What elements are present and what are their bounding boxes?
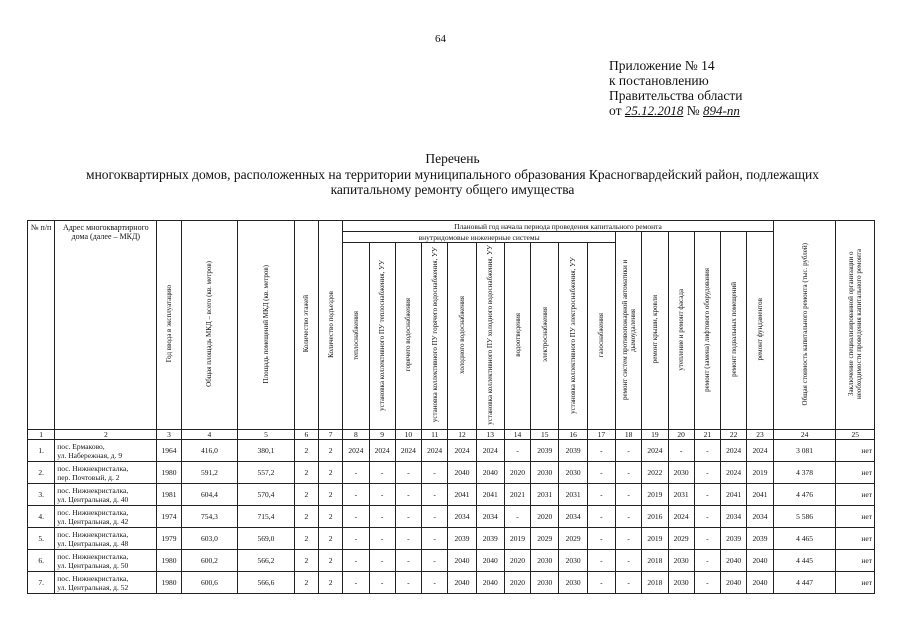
table-cell: 2 — [319, 550, 343, 572]
table-cell: 1980 — [157, 550, 181, 572]
table-cell: 2016 — [642, 506, 668, 528]
table-cell: - — [615, 528, 641, 550]
table-cell: 566,2 — [238, 550, 295, 572]
table-cell: 2024 — [448, 440, 476, 462]
table-cell: 2024 — [721, 462, 747, 484]
housing-register-table — [27, 220, 875, 594]
table-cell: 570,4 — [238, 484, 295, 506]
column-number: 10 — [395, 430, 421, 440]
table-cell: 1980 — [157, 462, 181, 484]
row-number-cell: 1. — [28, 440, 55, 462]
table-cell: 2041 — [476, 484, 504, 506]
table-body — [28, 440, 875, 594]
table-cell: 2024 — [395, 440, 421, 462]
header-gas: газоснабжения — [587, 243, 615, 430]
table-cell: - — [422, 506, 448, 528]
header-basement: ремонт подвальных помещений — [721, 232, 747, 430]
column-number: 16 — [559, 430, 587, 440]
title-line-2: многоквартирных домов, расположенных на территории муниципального образования Красногвардейский район, подлежащих — [86, 166, 819, 182]
header-hot-water: горячего водоснабжения — [395, 243, 421, 430]
table-cell: 2020 — [504, 550, 530, 572]
table-cell: 2020 — [504, 572, 530, 594]
appendix-line-3: Правительства области — [609, 88, 743, 103]
column-number: 24 — [773, 430, 836, 440]
address-settlement: пос. Ермаково, — [57, 441, 105, 451]
table-cell: 2034 — [476, 506, 504, 528]
table-cell: 2030 — [668, 462, 694, 484]
table-cell: - — [395, 484, 421, 506]
table-row — [28, 440, 875, 462]
table-cell: - — [615, 484, 641, 506]
column-number: 23 — [747, 430, 773, 440]
table-cell: 2019 — [747, 462, 773, 484]
conclusion-cell: нет — [836, 462, 875, 484]
table-row — [28, 484, 875, 506]
address-street: ул. Центральная, д. 48 — [57, 538, 129, 548]
table-row — [28, 528, 875, 550]
date-prefix: от — [609, 103, 622, 118]
table-cell: 2034 — [448, 506, 476, 528]
header-internal-systems: внутридомовые инженерные системы — [343, 232, 616, 243]
table-cell: 2 — [294, 440, 318, 462]
cost-cell: 3 081 — [773, 440, 836, 462]
header-elevator: ремонт (замена) лифтового оборудования — [694, 232, 720, 430]
table-cell: 600,6 — [181, 572, 238, 594]
header-entrances: Количество подъездов — [319, 221, 343, 430]
row-number-cell: 5. — [28, 528, 55, 550]
conclusion-cell: нет — [836, 506, 875, 528]
table-cell: 2 — [319, 572, 343, 594]
table-cell: 2024 — [343, 440, 369, 462]
table-cell: - — [369, 572, 395, 594]
table-cell: - — [694, 462, 720, 484]
table-cell: 2031 — [559, 484, 587, 506]
handwritten-date: 25.12.2018 — [624, 103, 684, 118]
table-cell: - — [587, 462, 615, 484]
address-street: ул. Центральная, д. 52 — [57, 582, 129, 592]
table-cell: 2 — [319, 506, 343, 528]
table-cell: 2 — [294, 484, 318, 506]
table-cell: - — [369, 484, 395, 506]
table-cell: 2029 — [531, 528, 559, 550]
table-cell: - — [343, 528, 369, 550]
address-cell — [55, 440, 157, 462]
header-hot-water-meter: установка коллективного ПУ горячего водоснабжения, УУ — [422, 243, 448, 430]
table-cell: 2040 — [747, 572, 773, 594]
table-cell: 1981 — [157, 484, 181, 506]
table-cell: 2040 — [448, 550, 476, 572]
document-title — [20, 151, 885, 198]
table-row — [28, 572, 875, 594]
address-cell — [55, 550, 157, 572]
address-street: ул. Набережная, д. 9 — [57, 450, 123, 460]
table-cell: 2 — [319, 440, 343, 462]
cost-cell: 4 445 — [773, 550, 836, 572]
column-number: 5 — [238, 430, 295, 440]
appendix-block — [609, 58, 742, 118]
address-settlement: пос. Нижнекристалка, — [57, 573, 129, 583]
conclusion-cell: нет — [836, 528, 875, 550]
table-cell: - — [369, 550, 395, 572]
header-cold-water-meter: установка коллективного ПУ холодного водоснабжения, УУ — [476, 243, 504, 430]
header-electricity-meter: установка коллективного ПУ электроснабжения, УУ — [559, 243, 587, 430]
address-cell — [55, 572, 157, 594]
table-cell: 2024 — [668, 506, 694, 528]
table-cell: 2018 — [642, 572, 668, 594]
header-total-area: Общая площадь МКД – всего (кв. метров) — [181, 221, 238, 430]
table-cell: - — [343, 462, 369, 484]
column-number: 19 — [642, 430, 668, 440]
address-settlement: пос. Нижнекристалка, — [57, 551, 129, 561]
table-cell: 2039 — [476, 528, 504, 550]
table-cell: 2039 — [559, 440, 587, 462]
table-cell: - — [615, 440, 641, 462]
table-cell: - — [369, 528, 395, 550]
header-conclusion: Заключение специализированной организации о необходимости проведения капитального ремонта — [836, 221, 875, 430]
table-cell: 2019 — [642, 484, 668, 506]
table-cell: 604,4 — [181, 484, 238, 506]
table-cell: - — [395, 506, 421, 528]
page-number: 64 — [435, 33, 446, 45]
column-number: 12 — [448, 430, 476, 440]
table-row — [28, 506, 875, 528]
table-cell: 2041 — [721, 484, 747, 506]
cost-cell: 4 465 — [773, 528, 836, 550]
table-cell: - — [587, 484, 615, 506]
table-cell: 2 — [319, 484, 343, 506]
table-cell: - — [615, 550, 641, 572]
table-cell: 2041 — [747, 484, 773, 506]
table-cell: 2040 — [476, 572, 504, 594]
header-total-cost: Общая стоимость капитального ремонта (тыс. рублей) — [773, 221, 836, 430]
table-cell: 2030 — [531, 572, 559, 594]
address-settlement: пос. Нижнекристалка, — [57, 463, 129, 473]
table-cell: 2 — [294, 462, 318, 484]
table-cell: - — [694, 572, 720, 594]
table-cell: - — [395, 462, 421, 484]
table-cell: 2018 — [642, 550, 668, 572]
table-cell: 2024 — [369, 440, 395, 462]
address-settlement: пос. Нижнекристалка, — [57, 485, 129, 495]
column-number: 20 — [668, 430, 694, 440]
table-row — [28, 550, 875, 572]
table-cell: 2031 — [531, 484, 559, 506]
table-cell: 1964 — [157, 440, 181, 462]
column-number: 17 — [587, 430, 615, 440]
conclusion-cell: нет — [836, 572, 875, 594]
header-fire-protection: ремонт систем противопожарной автоматики и дымоудаления — [615, 232, 641, 430]
table-cell: - — [369, 506, 395, 528]
table-cell: - — [615, 572, 641, 594]
appendix-line-4 — [609, 103, 742, 118]
table-cell: - — [343, 572, 369, 594]
cost-cell: 4 378 — [773, 462, 836, 484]
row-number-cell: 4. — [28, 506, 55, 528]
table-cell: 2030 — [531, 462, 559, 484]
column-number: 11 — [422, 430, 448, 440]
table-cell: - — [587, 506, 615, 528]
column-number: 25 — [836, 430, 875, 440]
table-cell: - — [422, 484, 448, 506]
table-cell: 2020 — [504, 462, 530, 484]
table-cell: 557,2 — [238, 462, 295, 484]
table-cell: 2039 — [747, 528, 773, 550]
header-year: Год ввода в эксплуатацию — [157, 221, 181, 430]
table-cell: 2024 — [747, 440, 773, 462]
table-cell: 1980 — [157, 572, 181, 594]
table-cell: 2031 — [668, 484, 694, 506]
table-cell: 2040 — [476, 462, 504, 484]
column-number-row — [28, 430, 875, 440]
address-street: ул. Центральная, д. 42 — [57, 516, 129, 526]
table-cell: - — [422, 572, 448, 594]
table-cell: 2 — [294, 506, 318, 528]
column-number: 18 — [615, 430, 641, 440]
address-cell — [55, 506, 157, 528]
handwritten-number: 894-пп — [703, 103, 740, 118]
table-cell: 380,1 — [238, 440, 295, 462]
table-cell: 2019 — [504, 528, 530, 550]
header-planned-year: Плановый год начала периода проведения капитального ремонта — [343, 221, 774, 232]
table-cell: - — [694, 550, 720, 572]
header-facade: утепление и ремонт фасада — [668, 232, 694, 430]
address-cell — [55, 462, 157, 484]
table-cell: 2040 — [448, 572, 476, 594]
table-cell: 2034 — [559, 506, 587, 528]
table-cell: 2034 — [747, 506, 773, 528]
table-cell: 416,0 — [181, 440, 238, 462]
row-number-cell: 6. — [28, 550, 55, 572]
table-cell: - — [587, 528, 615, 550]
header-premises-area: Площадь помещений МКД (кв. метров) — [238, 221, 295, 430]
table-cell: 2029 — [668, 528, 694, 550]
header-foundation: ремонт фундаментов — [747, 232, 773, 430]
address-cell — [55, 484, 157, 506]
column-number: 14 — [504, 430, 530, 440]
row-number-cell: 7. — [28, 572, 55, 594]
address-street: ул. Центральная, д. 50 — [57, 560, 129, 570]
table-cell: - — [587, 550, 615, 572]
column-number: 13 — [476, 430, 504, 440]
table-cell: 569,0 — [238, 528, 295, 550]
table-cell: 2029 — [559, 528, 587, 550]
header-cold-water: холодного водоснабжения — [448, 243, 476, 430]
header-num: № п/п — [28, 221, 55, 430]
conclusion-cell: нет — [836, 484, 875, 506]
table-cell: - — [694, 440, 720, 462]
header-floors: Количество этажей — [294, 221, 318, 430]
table-cell: 2024 — [476, 440, 504, 462]
table-cell: 2024 — [642, 440, 668, 462]
appendix-line-1: Приложение № 14 — [609, 58, 715, 73]
column-number: 6 — [294, 430, 318, 440]
table-cell: - — [395, 572, 421, 594]
address-street: ул. Центральная, д. 40 — [57, 494, 129, 504]
table-cell: 2030 — [531, 550, 559, 572]
table-cell: 2040 — [448, 462, 476, 484]
table-cell: 2 — [294, 572, 318, 594]
table-cell: - — [615, 462, 641, 484]
address-settlement: пос. Нижнекристалка, — [57, 507, 129, 517]
table-cell: 2039 — [448, 528, 476, 550]
table-cell: 2041 — [448, 484, 476, 506]
column-number: 7 — [319, 430, 343, 440]
table-cell: - — [395, 528, 421, 550]
table-cell: - — [343, 484, 369, 506]
table-cell: 2020 — [531, 506, 559, 528]
column-number: 15 — [531, 430, 559, 440]
table-cell: - — [369, 462, 395, 484]
table-cell: 2024 — [721, 440, 747, 462]
header-sewerage: водоотведения — [504, 243, 530, 430]
table-cell: 2021 — [504, 484, 530, 506]
cost-cell: 4 447 — [773, 572, 836, 594]
table-cell: 2040 — [721, 572, 747, 594]
address-cell — [55, 528, 157, 550]
address-street: пер. Почтовый, д. 2 — [57, 472, 120, 482]
table-cell: - — [422, 550, 448, 572]
table-cell: 2030 — [559, 462, 587, 484]
table-cell: 2 — [319, 528, 343, 550]
cost-cell: 4 476 — [773, 484, 836, 506]
table-cell: - — [668, 440, 694, 462]
column-number: 21 — [694, 430, 720, 440]
table-cell: 591,2 — [181, 462, 238, 484]
header-address: Адрес многоквартирного дома (далее – МКД) — [55, 221, 157, 430]
row-number-cell: 2. — [28, 462, 55, 484]
table-cell: 2039 — [721, 528, 747, 550]
table-cell: - — [587, 440, 615, 462]
conclusion-cell: нет — [836, 440, 875, 462]
table-cell: - — [343, 506, 369, 528]
table-cell: 600,2 — [181, 550, 238, 572]
column-number: 1 — [28, 430, 55, 440]
column-number: 8 — [343, 430, 369, 440]
table-cell: 2030 — [559, 572, 587, 594]
table-cell: 2030 — [668, 550, 694, 572]
column-number: 9 — [369, 430, 395, 440]
table-cell: - — [395, 550, 421, 572]
table-cell: 1974 — [157, 506, 181, 528]
table-cell: - — [504, 440, 530, 462]
table-cell: 2022 — [642, 462, 668, 484]
table-cell: 754,3 — [181, 506, 238, 528]
column-number: 4 — [181, 430, 238, 440]
title-line-1: Перечень — [425, 151, 480, 166]
title-line-3: капитальному ремонту общего имущества — [330, 182, 575, 197]
header-roof: ремонт крыши, кровли — [642, 232, 668, 430]
table-cell: 2040 — [721, 550, 747, 572]
table-row — [28, 462, 875, 484]
table-cell: 715,4 — [238, 506, 295, 528]
table-cell: 1979 — [157, 528, 181, 550]
column-number: 22 — [721, 430, 747, 440]
conclusion-cell: нет — [836, 550, 875, 572]
table-cell: 2 — [319, 462, 343, 484]
table-cell: 2019 — [642, 528, 668, 550]
column-number: 3 — [157, 430, 181, 440]
table-cell: 2034 — [721, 506, 747, 528]
table-cell: 2030 — [668, 572, 694, 594]
table-cell: - — [615, 506, 641, 528]
table-cell: - — [587, 572, 615, 594]
table-cell: 2040 — [747, 550, 773, 572]
table-cell: - — [694, 528, 720, 550]
cost-cell: 5 586 — [773, 506, 836, 528]
table-cell: 603,0 — [181, 528, 238, 550]
table-cell: 2039 — [531, 440, 559, 462]
table-cell: 566,6 — [238, 572, 295, 594]
table-cell: 2040 — [476, 550, 504, 572]
column-number: 2 — [55, 430, 157, 440]
table-cell: - — [504, 506, 530, 528]
table-cell: - — [343, 550, 369, 572]
header-heating: теплоснабжения — [343, 243, 369, 430]
table-cell: - — [694, 506, 720, 528]
table-cell: 2030 — [559, 550, 587, 572]
header-electricity: электроснабжения — [531, 243, 559, 430]
table-cell: - — [422, 462, 448, 484]
table-cell: 2 — [294, 528, 318, 550]
table-cell: 2 — [294, 550, 318, 572]
table-cell: - — [422, 528, 448, 550]
appendix-line-2: к постановлению — [609, 73, 709, 88]
address-settlement: пос. Нижнекристалка, — [57, 529, 129, 539]
table-cell: - — [694, 484, 720, 506]
number-prefix: № — [686, 103, 700, 118]
row-number-cell: 3. — [28, 484, 55, 506]
header-heat-meter: установка коллективного ПУ теплоснабжения, УУ — [369, 243, 395, 430]
table-cell: 2024 — [422, 440, 448, 462]
